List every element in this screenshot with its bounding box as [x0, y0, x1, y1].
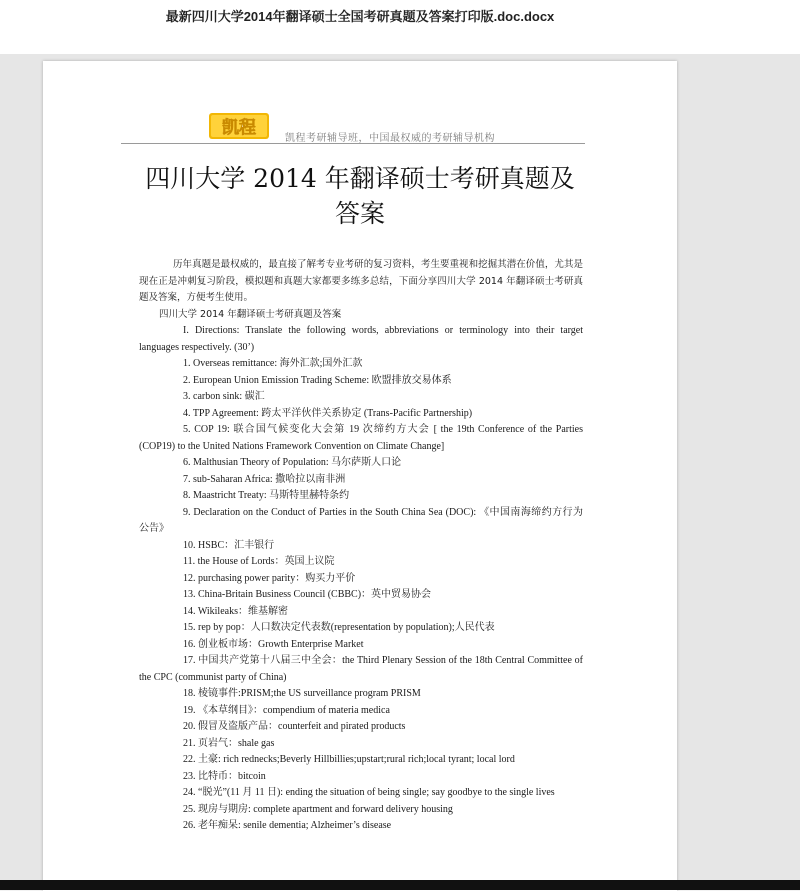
document-heading	[133, 161, 587, 231]
term-list	[139, 356, 583, 835]
section-subtitle: 四川大学 2014 年翻译硕士考研真题及答案	[159, 308, 342, 320]
term-item: 26. 老年痴呆: senile dementia; Alzheimer’s disease	[183, 820, 392, 831]
term-item: 1. Overseas remittance: 海外汇款;国外汇款	[183, 358, 363, 369]
heading-line-2: 答案	[334, 199, 385, 228]
document-file-title: 最新四川大学2014年翻译硕士全国考研真题及答案打印版.doc.docx	[165, 9, 555, 24]
term-item: 22. 土豪: rich rednecks;Beverly Hillbillies;upstart;rural rich;local tyrant; local lord	[183, 754, 515, 765]
intro-paragraph: 历年真题是最权威的，最直接了解考专业考研的复习资料，考生要重视和挖掘其潜在价值，尤其是现在正是冲刺复习阶段，模拟题和真题大家都要多练多总结，下面分享四川大学 2014 年翻译硕士考研真题及答案，方便考生使用。	[139, 259, 583, 303]
header-slogan: 凯程考研辅导班，中国最权威的考研辅导机构	[285, 133, 495, 144]
term-item: 15. rep by pop：人口数决定代表数(representation by population);人民代表	[183, 622, 495, 633]
header-divider	[121, 143, 585, 144]
bottom-bar	[0, 880, 800, 890]
kaicheng-logo	[209, 111, 269, 141]
term-item: 14. Wikileaks：维基解密	[183, 605, 288, 617]
document-body	[139, 257, 583, 835]
term-item: 20. 假冒及盗版产品：counterfeit and pirated products	[183, 721, 406, 732]
term-item: 12. purchasing power parity：购买力平价	[183, 572, 356, 584]
term-item: 19. 《本草纲目》：compendium of materia medica	[183, 704, 390, 716]
window-title-bar	[0, 0, 800, 54]
term-item: 21. 页岩气：shale gas	[183, 737, 275, 749]
term-item: 13. China-Britain Business Council (CBBC)：英中贸易协会	[183, 589, 432, 600]
directions-paragraph: I. Directions: Translate the following words, abbreviations or terminology into their target languages respectively. (30’)	[139, 325, 583, 353]
term-item: 2. European Union Emission Trading Scheme: 欧盟排放交易体系	[183, 374, 452, 386]
logo-text: 凯程	[222, 118, 256, 138]
term-item: 25. 现房与期房: complete apartment and forward delivery housing	[183, 803, 453, 815]
term-item: 11. the House of Lords：英国上议院	[183, 556, 335, 567]
term-item: 24. “脱光”(11 月 11 日): ending the situation of being single; say goodbye to the single lives	[183, 787, 555, 798]
term-item: 23. 比特币：bitcoin	[183, 770, 266, 782]
term-item: 17. 中国共产党第十八届三中全会：the Third Plenary Session of the 18th Central Committee of the CPC (communist party of China)	[139, 655, 583, 683]
term-item: 18. 棱镜事件:PRISM;the US surveillance program PRISM	[183, 688, 421, 699]
term-item: 5. COP 19: 联合国气候变化大会第 19 次缔约方大会 [ the 19th Conference of the Parties (COP19) to the United Nations Framework Convention on Climate Change]	[139, 424, 583, 452]
document-page	[43, 61, 677, 891]
heading-line-1: 四川大学 2014 年翻译硕士考研真题及	[145, 164, 575, 193]
term-item: 3. carbon sink: 碳汇	[183, 391, 265, 402]
term-item: 16. 创业板市场：Growth Enterprise Market	[183, 638, 364, 650]
term-item: 4. TPP Agreement: 跨太平洋伙伴关系协定 (Trans-Pacific Partnership)	[183, 407, 473, 419]
document-viewer[interactable]	[0, 54, 800, 880]
term-item: 9. Declaration on the Conduct of Parties in the South China Sea (DOC): 《中国南海缔约方行为公告》	[139, 506, 583, 534]
term-item: 7. sub-Saharan Africa: 撒哈拉以南非洲	[183, 473, 346, 485]
term-item: 10. HSBC：汇丰银行	[183, 539, 275, 551]
term-item: 8. Maastricht Treaty: 马斯特里赫特条约	[183, 490, 350, 501]
term-item: 6. Malthusian Theory of Population: 马尔萨斯人口论	[183, 457, 402, 468]
